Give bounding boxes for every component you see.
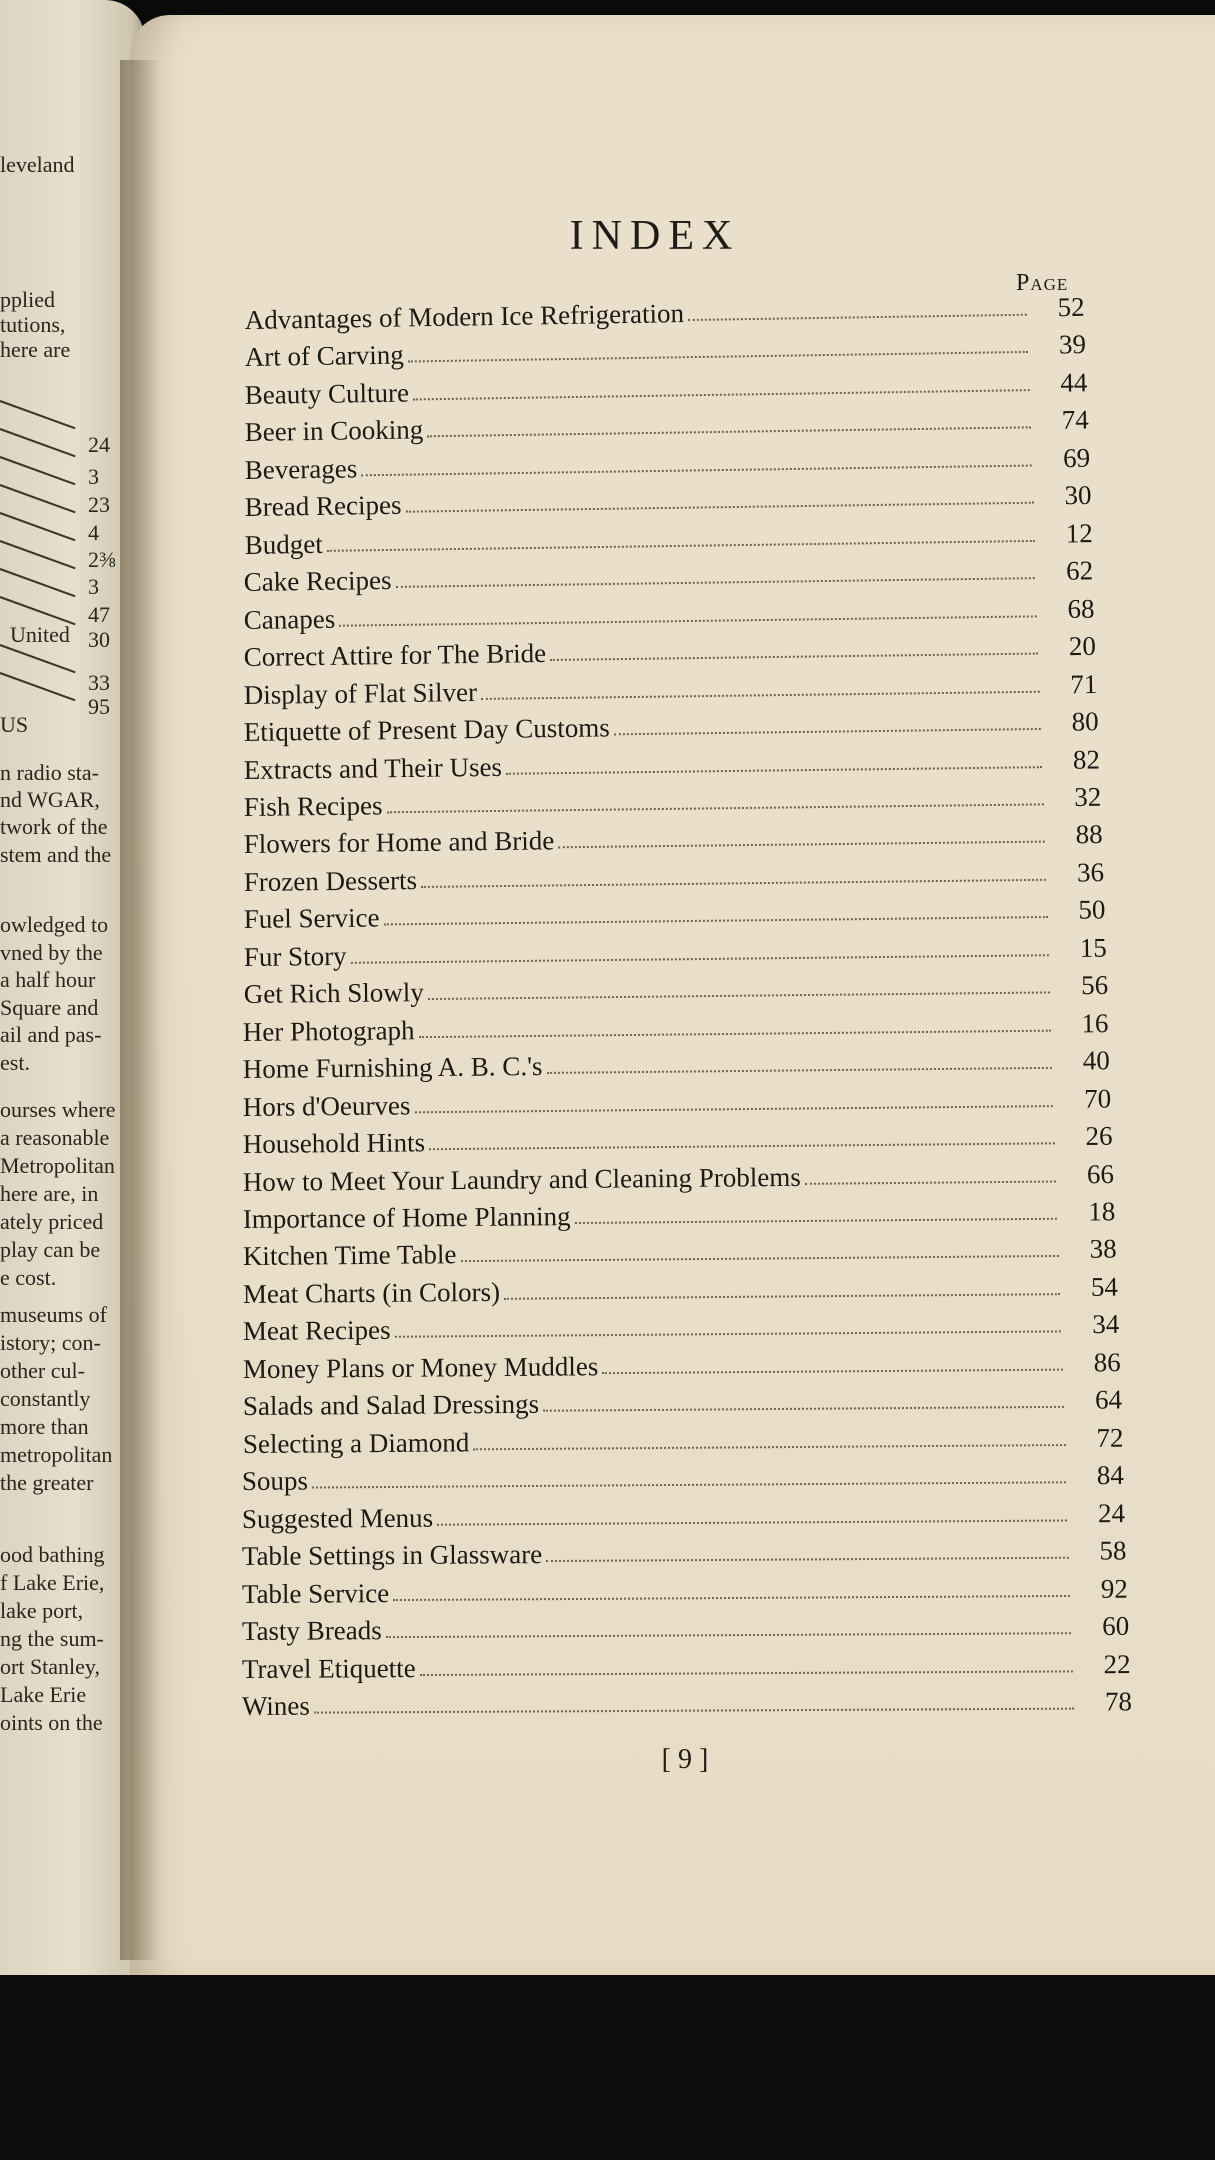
left-page-text-fragment: United [10, 622, 70, 647]
dot-leader [547, 1557, 1069, 1562]
left-page-text-fragment: 3 [88, 464, 99, 489]
index-entry-title: Frozen Desserts [243, 864, 417, 897]
left-page-text-fragment: the greater [0, 1470, 94, 1495]
index-entry-page: 80 [1071, 706, 1099, 737]
index-entry-page: 12 [1065, 517, 1093, 549]
dot-leader [350, 954, 1048, 964]
index-entry [244, 666, 1098, 711]
index-entry [243, 1306, 1120, 1347]
index-entry-title: Kitchen Time Table [242, 1239, 457, 1272]
dot-leader [326, 540, 1034, 552]
left-page-text-fragment: US [0, 712, 29, 737]
index-entry-page: 84 [1097, 1460, 1125, 1491]
dot-leader [394, 1331, 1061, 1338]
index-entry-page: 70 [1084, 1083, 1112, 1114]
index-entry-title: Beverages [244, 453, 358, 485]
index-entry-title: Flowers for Home and Bride [243, 825, 555, 860]
dot-leader [396, 577, 1036, 588]
index-entry-title: Hors d'Oeurves [242, 1090, 411, 1122]
left-page-text-fragment: 95 [88, 694, 110, 719]
index-entry-title: Suggested Menus [242, 1502, 434, 1534]
dot-leader [427, 427, 1031, 438]
left-page-text-fragment: 47 [88, 602, 110, 627]
dot-leader [438, 1519, 1068, 1525]
dot-leader [420, 1670, 1073, 1676]
left-page-text-fragment: ately priced [0, 1209, 104, 1234]
left-page-text-fragment: 33 [88, 670, 110, 695]
page-title: INDEX [569, 213, 741, 259]
dot-leader [387, 803, 1044, 813]
index-entry-title: Canapes [243, 603, 336, 635]
index-entry-title: Budget [244, 528, 323, 560]
index-entry-title: Art of Carving [244, 340, 404, 373]
index-entry-page: 69 [1062, 442, 1090, 473]
left-page-text-fragment: twork of the [0, 814, 108, 839]
index-entry-title: Soups [242, 1465, 309, 1497]
dot-leader [460, 1255, 1058, 1262]
index-entry-title: Home Furnishing A. B. C.'s [243, 1051, 544, 1085]
index-entry-page: 38 [1089, 1233, 1117, 1265]
left-page-text-fragment: 30 [88, 627, 110, 652]
dot-leader [575, 1218, 1058, 1224]
left-page-text-fragment: here are [0, 337, 71, 362]
index-entry-title: Travel Etiquette [241, 1652, 416, 1684]
index-entry [243, 816, 1102, 860]
dot-leader [481, 690, 1039, 699]
left-page-text-fragment: Metropolitan [0, 1153, 115, 1178]
dot-leader [413, 389, 1029, 400]
left-page-text-fragment: leveland [0, 152, 75, 177]
index-entry-title: Selecting a Diamond [242, 1427, 470, 1459]
left-page-text-fragment: a half hour [0, 967, 96, 992]
index-entry [243, 892, 1105, 936]
dot-leader [429, 1142, 1054, 1150]
index-entry-title: Importance of Home Planning [242, 1201, 571, 1235]
index-entry [244, 779, 1102, 823]
index-entry [243, 967, 1108, 1010]
index-entry-page: 68 [1067, 593, 1096, 624]
index-entry [242, 1646, 1131, 1685]
index-entry-page: 20 [1068, 630, 1097, 662]
dot-leader [427, 992, 1049, 1001]
index-entry-title: Beauty Culture [244, 377, 410, 410]
index-entry-page: 32 [1074, 781, 1102, 812]
left-page-text-fragment: metropolitan [0, 1442, 113, 1467]
index-entry-page: 56 [1080, 970, 1108, 1001]
index-entry-page: 66 [1086, 1158, 1115, 1189]
left-page-text-fragment: ng the sum- [0, 1626, 104, 1651]
index-entry [243, 854, 1104, 898]
index-entry-page: 26 [1085, 1120, 1113, 1152]
index-entry-title: Correct Attire for The Bride [243, 638, 547, 673]
left-page-text-fragment: constantly [0, 1386, 91, 1411]
left-page-text-fragment: museums of [0, 1302, 107, 1327]
index-entry [244, 628, 1097, 673]
index-entry-title: Etiquette of Present Day Customs [243, 712, 611, 748]
dot-leader [547, 1067, 1052, 1074]
dot-leader [386, 1632, 1071, 1638]
dot-leader [506, 766, 1042, 775]
index-entry-page: 60 [1102, 1610, 1130, 1642]
left-page-text-fragment: pplied [0, 287, 55, 312]
index-entry-title: Cake Recipes [243, 565, 393, 598]
left-page-text-fragment: f Lake Erie, [0, 1570, 105, 1595]
left-page-text-fragment: here are, in [0, 1181, 99, 1206]
index-entry-title: Tasty Breads [241, 1615, 382, 1647]
left-page-text-fragment: Square and [0, 995, 99, 1020]
page-number: [ 9 ] [661, 1744, 709, 1775]
index-entry [242, 1495, 1125, 1535]
index-entry-title: Table Settings in Glassware [242, 1539, 543, 1572]
index-entry-title: Money Plans or Money Muddles [242, 1351, 599, 1384]
dot-leader [383, 916, 1047, 925]
dot-leader [405, 502, 1033, 513]
page-column-header: Page [1016, 270, 1069, 296]
dot-leader [415, 1105, 1054, 1113]
dot-leader [361, 464, 1032, 476]
index-entry [242, 1344, 1120, 1385]
left-page-text-fragment: ourses where [0, 1097, 116, 1122]
index-entry-title: Get Rich Slowly [243, 977, 424, 1010]
index-entry-title: Display of Flat Silver [243, 676, 478, 710]
index-entry-page: 64 [1094, 1384, 1122, 1415]
dot-leader [393, 1595, 1070, 1601]
left-page-text-fragment: vned by the [0, 940, 103, 965]
index-entry [243, 929, 1106, 972]
index-entry [243, 1080, 1112, 1122]
index-entry-page: 40 [1083, 1045, 1111, 1076]
index-entry-page: 24 [1098, 1497, 1126, 1528]
index-entry-page: 54 [1090, 1271, 1118, 1302]
left-page-text-fragment: 3 [88, 574, 99, 599]
left-page-text-fragment: 4 [88, 520, 99, 545]
dot-leader [312, 1482, 1066, 1489]
index-entry [242, 1457, 1124, 1497]
index-entry-page: 22 [1103, 1648, 1131, 1679]
left-page-text-fragment: ood bathing [0, 1542, 105, 1567]
dot-leader [543, 1406, 1064, 1412]
index-entry-page: 58 [1099, 1535, 1127, 1566]
index-entry [243, 1005, 1109, 1048]
index-entry-page: 62 [1066, 555, 1094, 586]
index-entry [242, 1382, 1121, 1423]
index-entry-page: 16 [1081, 1007, 1110, 1039]
index-entry-page: 15 [1079, 932, 1107, 963]
dot-leader [805, 1180, 1056, 1184]
index-entry-title: Fur Story [243, 940, 347, 972]
index-entry [242, 1570, 1128, 1609]
index-entry-title: Her Photograph [243, 1014, 416, 1047]
index-entry [242, 1419, 1123, 1459]
index-entry-title: Fish Recipes [243, 790, 383, 822]
index-entry-title: Meat Recipes [242, 1315, 391, 1347]
index-entry-page: 36 [1076, 857, 1104, 888]
index-entry [244, 703, 1099, 748]
dot-leader [558, 841, 1044, 849]
index-entry-page: 71 [1070, 668, 1098, 699]
dot-leader [419, 1029, 1051, 1038]
index-entry-page: 30 [1063, 480, 1092, 511]
index-entry-page: 92 [1100, 1573, 1129, 1604]
dot-leader [314, 1708, 1074, 1714]
left-page-text-fragment: n radio sta- [0, 760, 99, 785]
background-bottom [0, 1975, 1215, 2160]
left-page-text-fragment: owledged to [0, 912, 109, 937]
dot-leader [614, 728, 1041, 735]
left-page-text-fragment: 23 [88, 492, 110, 517]
index-entry-page: 44 [1059, 367, 1088, 398]
left-page-text-fragment: est. [0, 1050, 30, 1075]
index-entry-title: How to Meet Your Laundry and Cleaning Problems [242, 1161, 802, 1197]
dot-leader [688, 314, 1027, 321]
index-entry-title: Fuel Service [243, 902, 380, 935]
dot-leader [473, 1444, 1065, 1450]
index-entry [243, 1042, 1110, 1085]
dot-leader [602, 1368, 1062, 1374]
index-entry [243, 1193, 1116, 1235]
dot-leader [551, 653, 1039, 661]
index-entry-page: 86 [1093, 1347, 1121, 1378]
index-entry-page: 18 [1088, 1196, 1116, 1227]
left-page-text-fragment: 2⅜ [88, 547, 116, 572]
left-page-text-fragment: nd WGAR, [0, 787, 100, 812]
index-entry-title: Extracts and Their Uses [243, 751, 503, 785]
index-entry-title: Table Service [242, 1577, 390, 1609]
index-entry-page: 39 [1058, 329, 1087, 360]
left-page-text-fragment: ort Stanley, [0, 1654, 100, 1679]
left-page-text-fragment: other cul- [0, 1358, 85, 1383]
left-page-text-fragment: more than [0, 1414, 89, 1439]
dot-leader [504, 1293, 1060, 1300]
index-entry-page: 52 [1057, 291, 1085, 323]
index-entry [242, 1683, 1132, 1722]
index-entry-title: Advantages of Modern Ice Refrigeration [244, 298, 685, 336]
index-entry-title: Salads and Salad Dressings [242, 1389, 539, 1422]
left-page-text-fragment: e cost. [0, 1265, 57, 1290]
left-page-text-fragment: a reasonable [0, 1125, 110, 1150]
index-entry-page: 72 [1095, 1422, 1124, 1453]
left-page-text-fragment: play can be [0, 1237, 101, 1262]
index-entry-page: 82 [1072, 743, 1101, 775]
dot-leader [408, 351, 1028, 363]
index-entry-title: Household Hints [242, 1127, 426, 1160]
index-entry-page: 78 [1104, 1686, 1132, 1717]
left-page-text-fragment: oints on the [0, 1710, 103, 1735]
index-entry [243, 1118, 1113, 1160]
dot-leader [340, 615, 1037, 626]
index-entry-page: 50 [1077, 894, 1106, 926]
index-entry [243, 1156, 1114, 1198]
left-page-text-fragment: Lake Erie [0, 1682, 87, 1707]
index-entry [242, 1533, 1127, 1573]
left-page-text-fragment: istory; con- [0, 1330, 101, 1355]
left-page-text-fragment: 24 [88, 432, 110, 457]
index-entry-page: 88 [1075, 819, 1103, 850]
left-page-text-fragment: tutions, [0, 312, 66, 337]
index-entry [244, 741, 1101, 786]
index-entry-title: Meat Charts (in Colors) [242, 1276, 501, 1309]
dot-leader [421, 879, 1046, 888]
index-entry-page: 74 [1061, 404, 1089, 436]
left-page-text-fragment: lake port, [0, 1598, 84, 1623]
left-page-text-fragment: ail and pas- [0, 1022, 102, 1047]
index-entry [243, 1269, 1118, 1310]
index-entry-page: 34 [1092, 1309, 1120, 1340]
index-entry [242, 1608, 1129, 1647]
index-entry-title: Beer in Cooking [244, 414, 424, 448]
index-entry-title: Wines [241, 1690, 310, 1721]
index-entry [243, 1231, 1117, 1273]
index-entry-title: Bread Recipes [244, 490, 402, 523]
left-page-text-fragment: stem and the [0, 842, 112, 867]
